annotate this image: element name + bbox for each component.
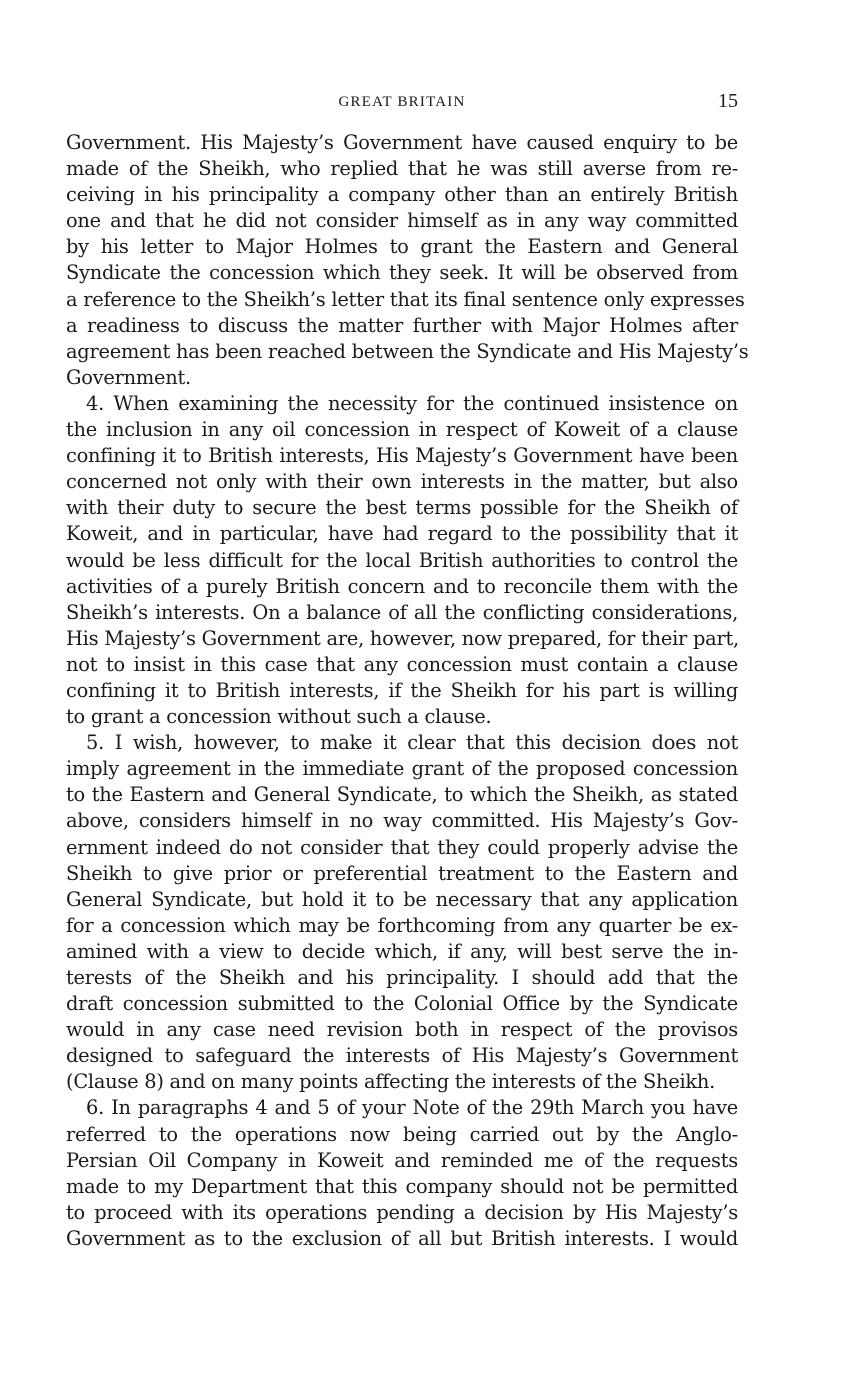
paragraph-4-start: 4. When examining the necessity for the continued insistence on bbox=[86, 391, 738, 415]
text-line: a readiness to discuss the matter further with Major Holmes after bbox=[66, 313, 738, 337]
document-page bbox=[66, 88, 749, 1252]
text-line: ernment indeed do not consider that they could properly advise the bbox=[66, 835, 738, 859]
text-line: agreement has been reached between the Syndicate and His Majesty’s bbox=[66, 339, 749, 363]
text-line: terests of the Sheikh and his principality. I should add that the bbox=[66, 966, 738, 989]
text-line: above, considers himself in no way committed. His Majesty’s Gov- bbox=[66, 809, 738, 833]
text-line: to grant a concession without such a clause. bbox=[66, 705, 492, 729]
text-line: Sheikh to give prior or preferential treatment to the Eastern and bbox=[66, 861, 738, 885]
text-line: Sheikh’s interests. On a balance of all the conflicting considerations, bbox=[66, 600, 738, 624]
text-line: for a concession which may be forthcoming from any quarter be ex- bbox=[66, 913, 738, 937]
text-line: would in any case need revision both in respect of the provisos bbox=[66, 1018, 738, 1042]
paragraph-6-start: 6. In paragraphs 4 and 5 of your Note of the 29th March you have bbox=[86, 1096, 738, 1120]
text-line: concerned not only with their own interests in the matter, but also bbox=[66, 470, 738, 494]
text-line: with their duty to secure the best terms possible for the Sheikh of bbox=[66, 496, 738, 520]
text-line: to proceed with its operations pending a decision by His Majesty’s bbox=[66, 1200, 738, 1224]
body-text bbox=[66, 130, 749, 1252]
text-line: confining it to British interests, His Majesty’s Government have been bbox=[66, 444, 738, 468]
text-line: the inclusion in any oil concession in respect of Koweit of a clause bbox=[66, 418, 738, 442]
text-line: imply agreement in the immediate grant of the proposed concession bbox=[66, 757, 738, 781]
text-line: not to insist in this case that any concession must contain a clause bbox=[66, 652, 738, 676]
text-line: to the Eastern and General Syndicate, to which the Sheikh, as stated bbox=[66, 783, 738, 807]
text-line: would be less difficult for the local British authorities to control the bbox=[66, 548, 738, 572]
text-line: Government as to the exclusion of all but British interests. I would bbox=[66, 1226, 738, 1250]
text-line: General Syndicate, but hold it to be necessary that any application bbox=[66, 887, 738, 911]
text-line: made to my Department that this company should not be permitted bbox=[66, 1174, 738, 1198]
page-number: 15 bbox=[718, 90, 738, 112]
text-line: Koweit, and in particular, have had regard to the possibility that it bbox=[66, 522, 738, 546]
text-line: activities of a purely British concern and to reconcile them with the bbox=[66, 574, 738, 598]
text-line: Syndicate the concession which they seek. It will be observed from bbox=[66, 261, 738, 285]
text-line: Government. bbox=[66, 365, 191, 389]
running-header bbox=[66, 88, 738, 120]
text-line: one and that he did not consider himself as in any way committed bbox=[66, 209, 738, 233]
text-line: a reference to the Sheikh’s letter that its final sentence only expresses bbox=[66, 287, 745, 311]
text-line: designed to safeguard the interests of His Majesty’s Government bbox=[66, 1044, 738, 1068]
running-title: GREAT BRITAIN bbox=[338, 94, 466, 110]
text-line: Government. His Majesty’s Government have caused enquiry to be bbox=[66, 131, 738, 154]
text-line: by his letter to Major Holmes to grant the Eastern and General bbox=[66, 235, 738, 259]
text-line: made of the Sheikh, who replied that he was still averse from re- bbox=[66, 157, 738, 181]
text-line: ceiving in his principality a company other than an entirely British bbox=[66, 183, 738, 207]
text-line: confining it to British interests, if the Sheikh for his part is willing bbox=[66, 678, 738, 702]
paragraph-5-start: 5. I wish, however, to make it clear that this decision does not bbox=[86, 731, 738, 755]
text-line: His Majesty’s Government are, however, now prepared, for their part, bbox=[66, 626, 739, 650]
text-line: amined with a view to decide which, if any, will best serve the in- bbox=[66, 939, 738, 963]
text-line: Persian Oil Company in Koweit and reminded me of the requests bbox=[66, 1148, 738, 1172]
text-line: (Clause 8) and on many points affecting the interests of the Sheikh. bbox=[66, 1070, 716, 1094]
text-line: referred to the operations now being carried out by the Anglo- bbox=[66, 1122, 738, 1146]
text-line: draft concession submitted to the Colonial Office by the Syndicate bbox=[66, 992, 738, 1016]
